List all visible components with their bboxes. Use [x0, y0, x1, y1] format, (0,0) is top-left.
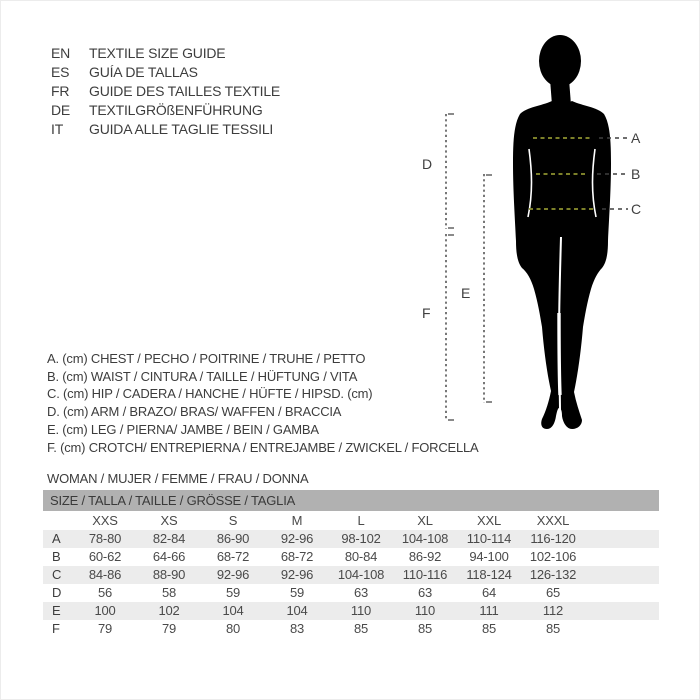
- size-value: 116-120: [530, 531, 576, 546]
- size-value: 68-72: [280, 549, 314, 564]
- size-value: 79: [97, 621, 113, 636]
- size-value: 78-80: [88, 531, 122, 546]
- measure-letter-f: F: [422, 305, 431, 321]
- column-header: S: [228, 513, 238, 528]
- size-value: 85: [417, 621, 433, 636]
- measure-letter-c: C: [631, 201, 642, 217]
- column-header: M: [291, 513, 303, 528]
- table-row: [43, 584, 659, 602]
- size-value: 98-102: [341, 531, 381, 546]
- size-value: 64-66: [152, 549, 186, 564]
- size-value: 59: [225, 585, 241, 600]
- size-value: 110-116: [402, 567, 448, 582]
- size-value: 85: [545, 621, 561, 636]
- legend-line: D. (cm) ARM / BRAZO/ BRAS/ WAFFEN / BRACCIA: [47, 404, 342, 420]
- language-row: [51, 44, 280, 63]
- size-value: 104-108: [401, 531, 449, 546]
- size-value: 56: [97, 585, 113, 600]
- size-value: 111: [479, 603, 499, 618]
- measure-letter-e: E: [461, 285, 471, 301]
- spacer-cell: [585, 620, 659, 638]
- size-value: 104: [222, 603, 244, 618]
- spacer-cell: [585, 584, 659, 602]
- table-row: [43, 620, 659, 638]
- size-value: 118-124: [466, 567, 512, 582]
- size-value: 65: [545, 585, 561, 600]
- size-value: 80-84: [344, 549, 378, 564]
- column-header: XS: [160, 513, 178, 528]
- size-value: 85: [481, 621, 497, 636]
- spacer-cell: [585, 511, 659, 530]
- size-value: 126-132: [529, 567, 577, 582]
- column-header: XXXL: [536, 513, 570, 528]
- size-value: 104-108: [337, 567, 385, 582]
- row-key: E: [52, 603, 61, 618]
- size-table-column-headers: [43, 511, 659, 530]
- arm-measure-line: [446, 114, 454, 229]
- corner-cell: [43, 511, 73, 530]
- size-value: 92-96: [280, 567, 314, 582]
- size-value: 80: [225, 621, 241, 636]
- measure-letter-a: A: [631, 130, 641, 146]
- row-key: A: [52, 531, 61, 546]
- spacer-cell: [585, 530, 659, 548]
- size-value: 92-96: [280, 531, 314, 546]
- size-value: 79: [161, 621, 177, 636]
- size-value: 63: [353, 585, 369, 600]
- size-value: 88-90: [152, 567, 186, 582]
- table-row: [43, 602, 659, 620]
- size-value: 102: [158, 603, 180, 618]
- size-value: 110-114: [466, 531, 512, 546]
- table-row: [43, 530, 659, 548]
- size-value: 59: [289, 585, 305, 600]
- size-value: 86-90: [216, 531, 250, 546]
- language-code: DE: [51, 102, 71, 118]
- size-value: 58: [161, 585, 177, 600]
- size-value: 68-72: [216, 549, 250, 564]
- measure-letter-b: B: [631, 166, 641, 182]
- spacer-cell: [585, 566, 659, 584]
- column-header: XL: [417, 513, 433, 528]
- language-row: [51, 120, 280, 139]
- size-value: 92-96: [216, 567, 250, 582]
- language-code: FR: [51, 83, 70, 99]
- language-label: TEXTILE SIZE GUIDE: [89, 45, 226, 61]
- language-row: [51, 101, 280, 120]
- size-value: 86-92: [408, 549, 442, 564]
- size-value: 60-62: [88, 549, 122, 564]
- size-value: 84-86: [88, 567, 122, 582]
- size-value: 104: [286, 603, 308, 618]
- legend-line: B. (cm) WAIST / CINTURA / TAILLE / HÜFTUNG / VITA: [47, 368, 358, 384]
- measurement-legend: [47, 350, 479, 456]
- leg-measure-line: [484, 174, 492, 403]
- size-table-title: SIZE / TALLA / TAILLE / GRÖSSE / TAGLIA: [43, 490, 659, 511]
- size-value: 63: [417, 585, 433, 600]
- size-value: 85: [353, 621, 369, 636]
- language-label: GUIDA ALLE TAGLIE TESSILI: [89, 121, 274, 137]
- legend-line: C. (cm) HIP / CADERA / HANCHE / HÜFTE / HIPSD. (cm): [47, 386, 373, 402]
- gender-line: WOMAN / MUJER / FEMME / FRAU / DONNA: [47, 471, 309, 486]
- size-value: 64: [481, 585, 497, 600]
- language-row: [51, 82, 280, 101]
- size-value: 102-106: [529, 549, 577, 564]
- size-value: 110: [350, 603, 372, 618]
- row-key: D: [52, 585, 62, 600]
- table-row: [43, 566, 659, 584]
- size-value: 83: [289, 621, 305, 636]
- size-value: 82-84: [152, 531, 186, 546]
- legend-line: A. (cm) CHEST / PECHO / POITRINE / TRUHE / PETTO: [47, 351, 366, 366]
- row-key: C: [52, 567, 62, 582]
- legend-line: F. (cm) CROTCH/ ENTREPIERNA / ENTREJAMBE / ZWICKEL / FORCELLA: [47, 439, 479, 455]
- language-list: [51, 44, 280, 139]
- size-value: 94-100: [469, 549, 509, 564]
- language-label: GUÍA DE TALLAS: [89, 64, 198, 80]
- language-code: IT: [51, 121, 64, 137]
- legend-line: E. (cm) LEG / PIERNA/ JAMBE / BEIN / GAMBA: [47, 421, 319, 437]
- size-table: [43, 490, 659, 638]
- language-code: EN: [51, 45, 71, 61]
- language-row: [51, 63, 280, 82]
- size-value: 100: [94, 603, 116, 618]
- column-header: XXS: [92, 513, 118, 528]
- size-value: 112: [542, 603, 564, 618]
- woman-silhouette: [513, 35, 611, 429]
- column-header: L: [357, 513, 365, 528]
- row-key: B: [52, 549, 61, 564]
- row-key: F: [52, 621, 60, 636]
- measure-letter-d: D: [422, 156, 433, 172]
- spacer-cell: [585, 602, 659, 620]
- spacer-cell: [585, 548, 659, 566]
- column-header: XXL: [477, 513, 501, 528]
- language-label: GUIDE DES TAILLES TEXTILE: [89, 83, 281, 99]
- table-row: [43, 548, 659, 566]
- language-label: TEXTILGRÖßENFÜHRUNG: [89, 102, 263, 118]
- language-code: ES: [51, 64, 70, 80]
- size-value: 110: [414, 603, 436, 618]
